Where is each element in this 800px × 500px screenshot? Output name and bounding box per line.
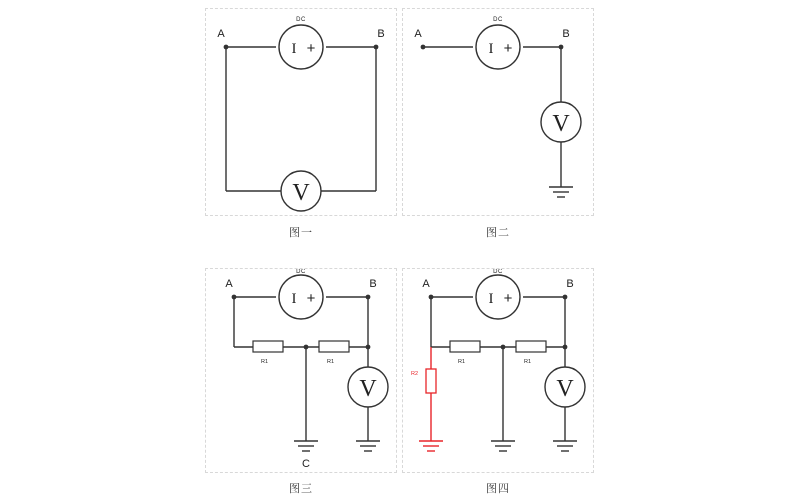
terminal-c-label: C	[302, 458, 310, 470]
resistor-r2-label: R2	[411, 371, 419, 377]
ground-symbol-r2	[419, 441, 443, 451]
dc-source-symbol	[476, 25, 520, 69]
junction-node-c	[304, 345, 309, 350]
terminal-b-label: B	[566, 278, 574, 290]
dc-source-current-glyph: I	[488, 41, 494, 57]
terminal-a-label: A	[217, 28, 225, 40]
resistor-r1-left	[253, 341, 283, 352]
resistor-r1-right-label: R1	[524, 359, 532, 365]
terminal-b-node	[563, 295, 568, 300]
caption-fig-1: 图一	[289, 227, 313, 239]
terminal-b-label: B	[369, 278, 377, 290]
dc-source-plus-glyph: +	[503, 40, 513, 57]
dc-source-plus-glyph: +	[503, 290, 513, 307]
voltmeter-glyph: V	[359, 376, 377, 402]
dc-source-plus-glyph: +	[306, 290, 316, 307]
resistor-r1-right-label: R1	[327, 359, 335, 365]
ground-symbol-right	[553, 441, 577, 451]
panel-fig-2	[402, 8, 594, 216]
ground-symbol-c	[294, 441, 318, 451]
terminal-b-node	[374, 45, 379, 50]
voltmeter-glyph: V	[556, 376, 574, 402]
dc-source-symbol	[279, 275, 323, 319]
caption-fig-4: 图四	[486, 483, 510, 495]
caption-fig-2: 图二	[486, 227, 510, 239]
terminal-a-node	[429, 295, 434, 300]
terminal-b-label: B	[377, 28, 385, 40]
circuit-fig-3	[206, 269, 396, 472]
dc-source-label: DC	[296, 269, 306, 275]
panel-fig-1	[205, 8, 397, 216]
voltmeter-glyph: V	[292, 180, 310, 206]
junction-node-middle	[501, 345, 506, 350]
resistor-r1-right	[319, 341, 349, 352]
dc-source-current-glyph: I	[488, 291, 494, 307]
terminal-a-node	[224, 45, 229, 50]
terminal-a-node	[232, 295, 237, 300]
dc-source-label: DC	[493, 269, 503, 275]
resistor-r1-left-label: R1	[458, 359, 466, 365]
terminal-b-node	[559, 45, 564, 50]
resistor-r1-right	[516, 341, 546, 352]
dc-source-plus-glyph: +	[306, 40, 316, 57]
terminal-a-label: A	[225, 278, 233, 290]
terminal-a-label: A	[414, 28, 422, 40]
circuit-fig-1	[206, 9, 396, 215]
junction-node-right	[366, 345, 371, 350]
resistor-r2	[426, 369, 436, 393]
dc-source-symbol	[279, 25, 323, 69]
dc-source-symbol	[476, 275, 520, 319]
ground-symbol-right	[356, 441, 380, 451]
voltmeter-glyph: V	[552, 111, 570, 137]
resistor-r1-left-label: R1	[261, 359, 269, 365]
panel-fig-3	[205, 268, 397, 473]
ground-symbol-middle	[491, 441, 515, 451]
dc-source-label: DC	[493, 17, 503, 23]
terminal-a-node	[421, 45, 426, 50]
terminal-b-node	[366, 295, 371, 300]
dc-source-current-glyph: I	[291, 41, 297, 57]
circuit-fig-2	[403, 9, 593, 215]
caption-fig-3: 图三	[289, 483, 313, 495]
circuit-fig-4	[403, 269, 593, 472]
dc-source-current-glyph: I	[291, 291, 297, 307]
panel-fig-4	[402, 268, 594, 473]
terminal-b-label: B	[562, 28, 570, 40]
dc-source-label: DC	[296, 17, 306, 23]
terminal-a-label: A	[422, 278, 430, 290]
junction-node-right	[563, 345, 568, 350]
ground-symbol	[549, 187, 573, 197]
resistor-r1-left	[450, 341, 480, 352]
